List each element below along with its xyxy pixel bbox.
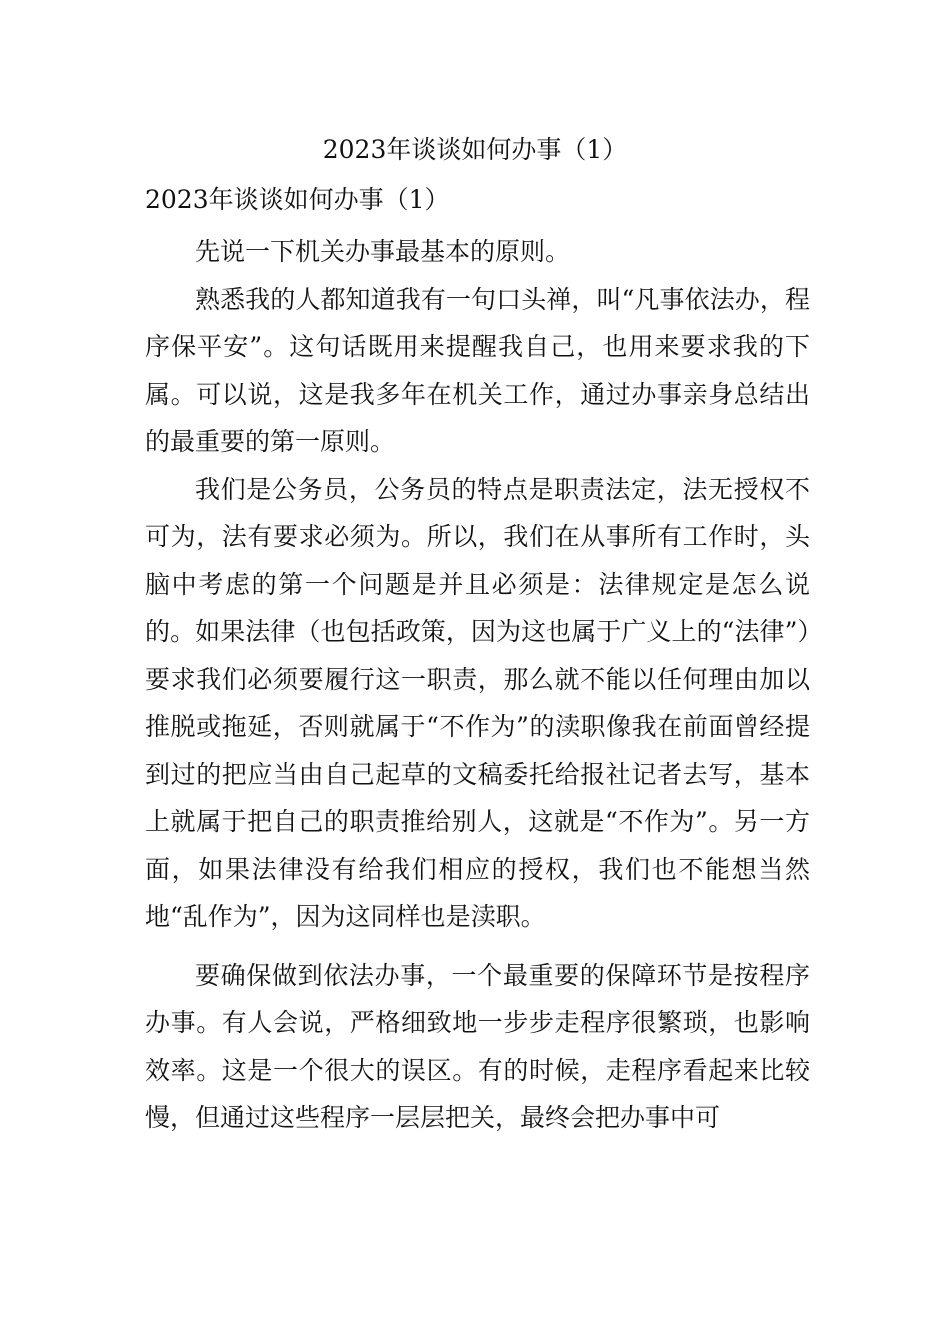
document-body	[145, 228, 810, 1142]
paragraph-civil-servant-duty: 我们是公务员，公务员的特点是职责法定，法无授权不可为，法有要求必须为。所以，我们在从事所有工作时，头脑中考虑的第一个问题是并且必须是：法律规定是怎么说的。如果法律（也包括政策，因为这也属于广义上的“法律”）要求我们必须要履行这一职责，那么就不能以任何理由加以推脱或拖延，否则就属于“不作为”的渎职像我在前面曾经提到过的把应当由自己起草的文稿委托给报社记者去写，基本上就属于把自己的职责推给别人，这就是“不作为”。另一方面，如果法律没有给我们相应的授权，我们也不能想当然地“乱作为”，因为这同样也是渎职。	[145, 474, 810, 931]
paragraph-motto: 熟悉我的人都知道我有一句口头禅，叫“凡事依法办，程序保平安”。这句话既用来提醒我自己，也用来要求我的下属。可以说，这是我多年在机关工作，通过办事亲身总结出的最重要的第一原则。	[145, 284, 810, 456]
paragraph-principle-intro: 先说一下机关办事最基本的原则。	[195, 237, 571, 266]
document-title: 2023年谈谈如何办事（1）	[322, 135, 628, 164]
paragraph-procedure: 要确保做到依法办事，一个最重要的保障环节是按程序办事。有人会说，严格细致地一步步走程序很繁琐，也影响效率。这是一个很大的误区。有的时候，走程序看起来比较慢，但通过这些程序一层层把关，最终会把办事中可	[145, 960, 810, 1132]
document-subtitle: 2023年谈谈如何办事（1）	[145, 185, 450, 214]
